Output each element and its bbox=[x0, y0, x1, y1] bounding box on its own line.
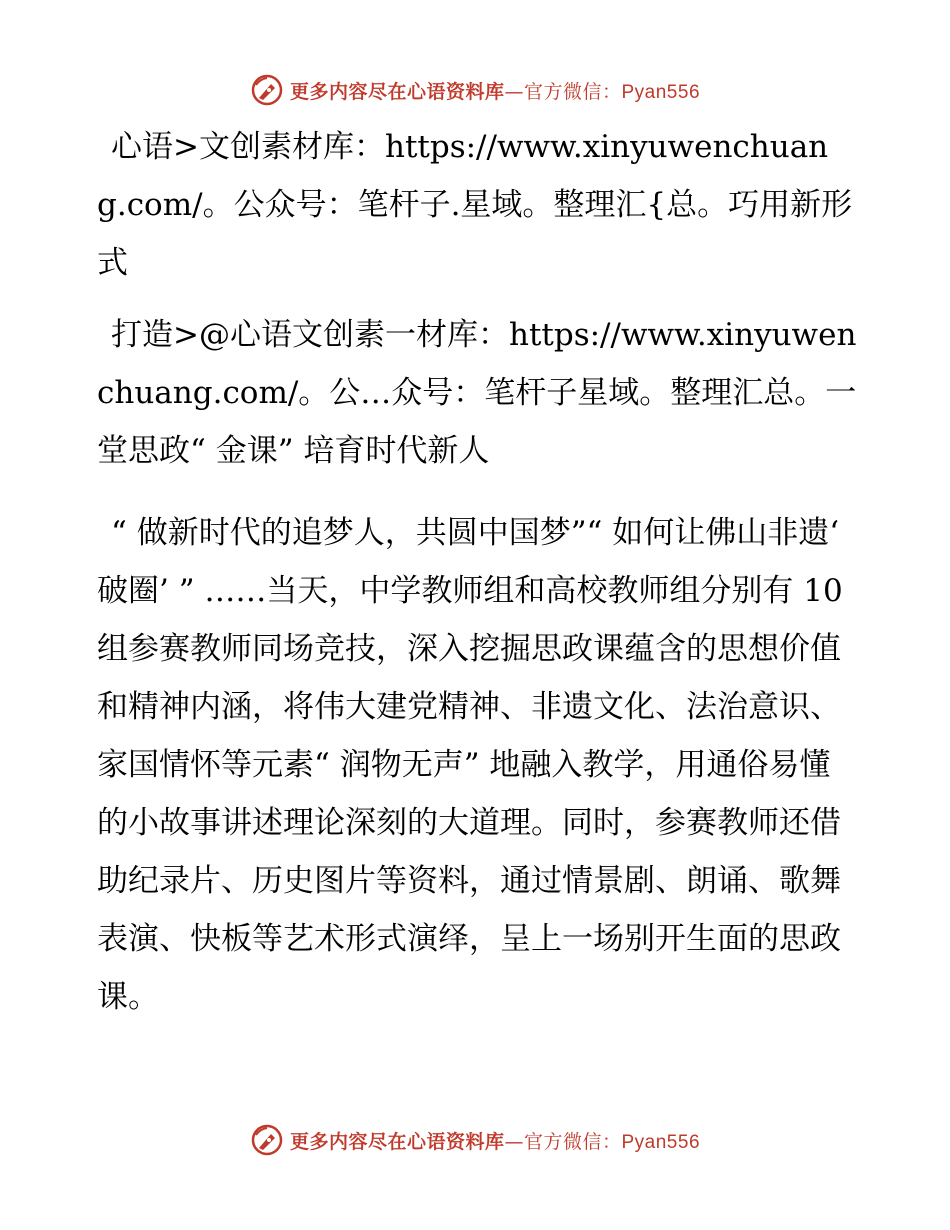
pen-nib-circle-icon bbox=[250, 73, 284, 107]
paragraph-3 bbox=[97, 504, 857, 1026]
paragraph-1 bbox=[97, 118, 857, 292]
paragraph-1-text: 心语>文创素材库：https://www.xinyuwenchuang.com/。公众号：笔杆子.星域。整理汇{总。巧用新形式 bbox=[97, 129, 853, 281]
banner-wechat-label: 官方微信： bbox=[523, 80, 622, 103]
banner-main-text: 更多内容尽在心语资料库 bbox=[289, 80, 505, 103]
header-banner bbox=[0, 70, 950, 110]
footer-banner bbox=[0, 1120, 950, 1160]
footer-banner-text bbox=[290, 1127, 700, 1154]
footer-banner-wechat-id: Pyan556 bbox=[621, 1131, 701, 1153]
banner-content bbox=[250, 73, 700, 107]
footer-banner-content bbox=[250, 1123, 700, 1157]
footer-banner-wechat-label: 官方微信： bbox=[523, 1130, 622, 1153]
banner-wechat-id: Pyan556 bbox=[621, 81, 701, 103]
paragraph-3-text: “ 做新时代的追梦人，共圆中国梦”“ 如何让佛山非遗‘ 破圈’ ” ……当天，中学教师组和高校教师组分别有 10 组参赛教师同场竞技，深入挖掘思政课蕴含的思想价值和精神内涵，将伟大建党精神、非遗文化、法治意识、家国情怀等元素“ 润物无声” 地融入教学，用通俗易懂的小故事讲述理论深刻的大道理。同时，参赛教师还借助纪录片、历史图片等资料，通过情景剧、朗诵、歌舞表演、快板等艺术形式演绎，呈上一场别开生面的思政课。 bbox=[97, 515, 843, 1015]
footer-banner-dash: — bbox=[504, 1130, 524, 1153]
paragraph-2 bbox=[97, 306, 857, 480]
paragraph-2-text: 打造>@心语文创素一材库：https://www.xinyuwenchuang.com/。公…众号：笔杆子星域。整理汇总。一堂思政“ 金课” 培育时代新人 bbox=[97, 317, 857, 469]
document-body bbox=[97, 118, 857, 1026]
banner-dash: — bbox=[504, 80, 524, 103]
pen-nib-circle-icon bbox=[250, 1123, 284, 1157]
footer-banner-main-text: 更多内容尽在心语资料库 bbox=[289, 1130, 505, 1153]
banner-text bbox=[290, 77, 700, 104]
